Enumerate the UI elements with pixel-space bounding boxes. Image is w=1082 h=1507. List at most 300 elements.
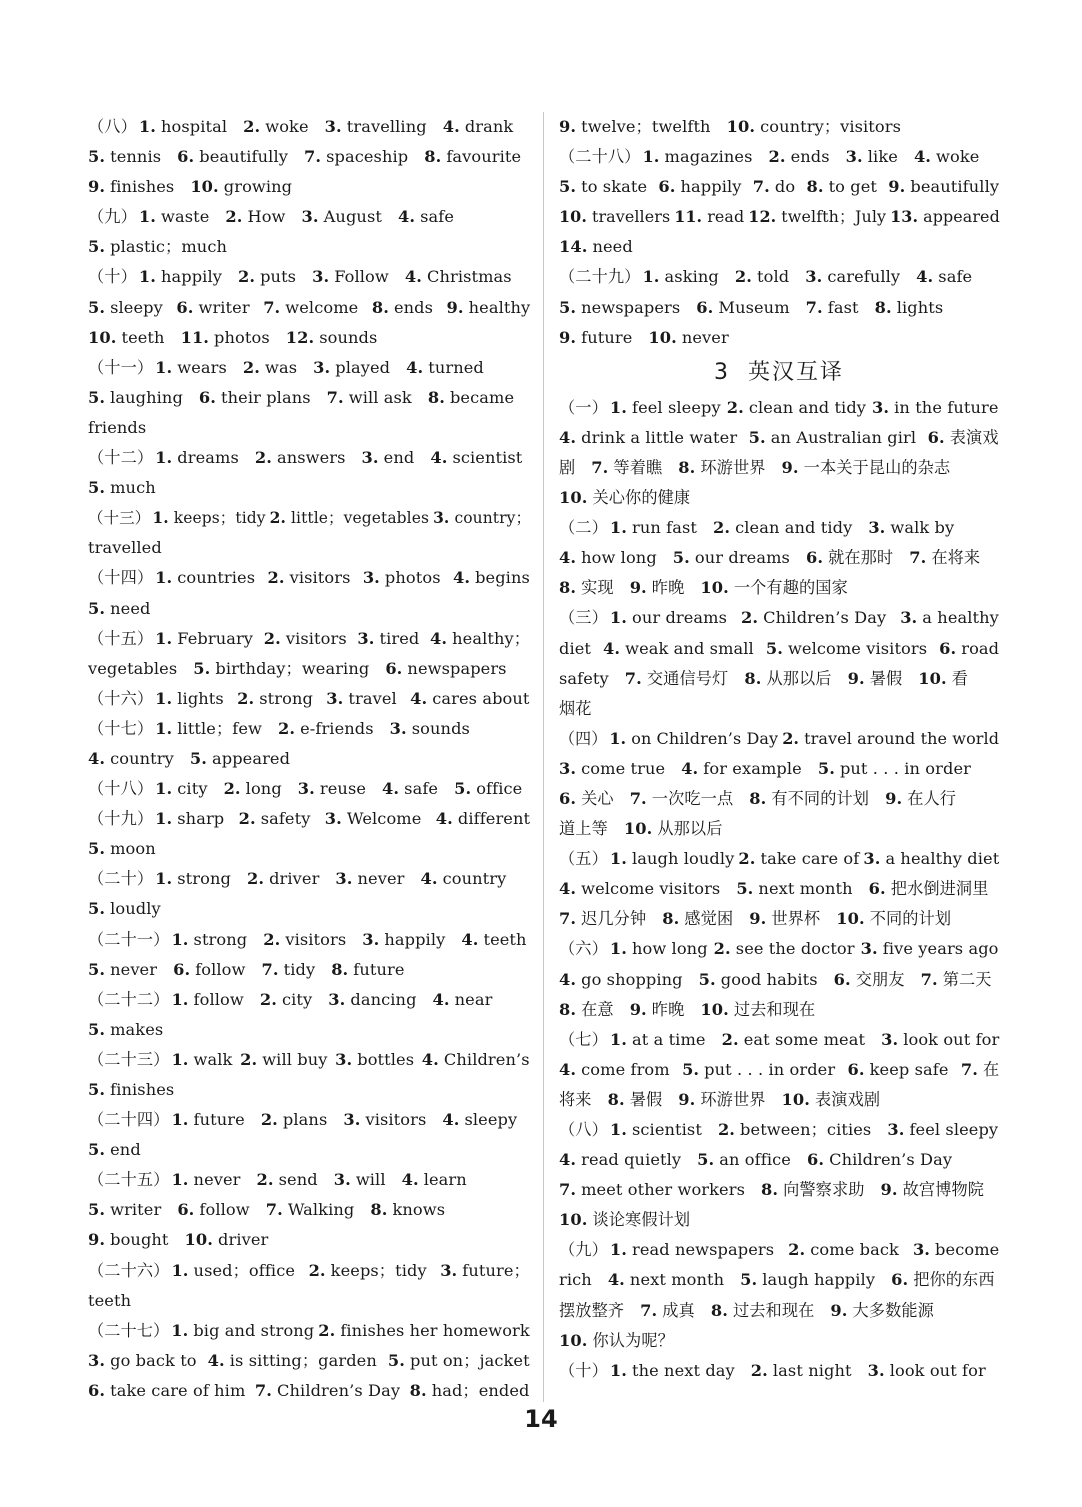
answer-item xyxy=(171,1050,232,1069)
answer-text: little；few xyxy=(177,718,263,738)
answer-item xyxy=(909,548,980,567)
answer-text: Welcome xyxy=(346,809,422,829)
answer-number: 2. xyxy=(243,117,261,136)
answer-item xyxy=(225,207,285,226)
answer-item xyxy=(171,1261,295,1280)
answer-number: 10. xyxy=(623,819,653,839)
answer-text: was xyxy=(265,357,298,377)
answer-item xyxy=(266,1200,355,1219)
answer-number: 8. xyxy=(749,788,767,808)
answer-number: 5. xyxy=(193,658,211,678)
exercise-label: （四） xyxy=(559,728,608,748)
answer-text: vegetables xyxy=(88,658,178,678)
answer-text: lights xyxy=(177,688,224,708)
answer-number: 1. xyxy=(609,1120,627,1139)
answer-item xyxy=(370,1200,445,1219)
answer-text: an Australian girl xyxy=(770,427,917,447)
answer-text: diet xyxy=(559,638,592,658)
answer-item xyxy=(830,1301,934,1320)
answer-number: 10. xyxy=(559,488,588,508)
answer-text: 在 xyxy=(982,1059,1000,1079)
answer-number: 4. xyxy=(442,1110,460,1130)
answer-line xyxy=(559,293,999,323)
answer-item xyxy=(714,939,855,958)
answer-item xyxy=(139,267,222,286)
answer-item xyxy=(398,207,454,226)
answer-number: 3. xyxy=(863,849,881,869)
answer-item xyxy=(325,809,422,828)
answer-line xyxy=(88,714,530,744)
answer-number: 3. xyxy=(860,939,878,959)
answer-item xyxy=(318,1321,530,1340)
answer-text: next month xyxy=(629,1270,725,1290)
answer-text: driver xyxy=(218,1230,269,1250)
answer-line xyxy=(88,473,530,503)
answer-line xyxy=(88,503,530,533)
answer-number: 2. xyxy=(263,929,281,949)
answer-number: 6. xyxy=(173,959,191,979)
answer-line xyxy=(88,624,530,654)
answer-number: 4. xyxy=(397,207,416,227)
answer-number: 1. xyxy=(609,939,627,959)
answer-line xyxy=(559,934,999,964)
answer-number: 1. xyxy=(171,989,189,1009)
answer-item xyxy=(610,518,697,537)
answer-item xyxy=(139,207,210,226)
answer-number: 2. xyxy=(237,688,255,708)
answer-number: 4. xyxy=(559,1150,577,1170)
answer-item xyxy=(278,719,374,738)
answer-number: 3. xyxy=(326,688,344,708)
answer-item xyxy=(806,177,877,196)
answer-item xyxy=(559,759,665,778)
answer-item xyxy=(559,1331,674,1350)
answer-line xyxy=(559,1265,999,1295)
answer-number: 7. xyxy=(629,788,647,808)
answer-text: knows xyxy=(392,1200,446,1220)
exercise-label: （二十二） xyxy=(88,989,170,1009)
answer-text: to skate xyxy=(581,177,648,197)
answer-item xyxy=(559,207,670,226)
answer-line xyxy=(88,744,530,774)
answer-line xyxy=(88,654,530,684)
answer-line xyxy=(88,985,530,1015)
answer-number: 4. xyxy=(207,1350,225,1370)
answer-line xyxy=(559,423,999,453)
answer-text: writer xyxy=(110,1200,162,1220)
answer-item xyxy=(868,1361,986,1380)
answer-item xyxy=(312,267,389,286)
answer-item xyxy=(868,518,954,537)
answer-number: 3. xyxy=(845,147,863,167)
answer-number: 2. xyxy=(240,1049,258,1069)
answer-item xyxy=(152,509,265,527)
answer-line xyxy=(88,1346,530,1376)
answer-item xyxy=(88,298,163,317)
answer-text: laugh happily xyxy=(762,1270,876,1290)
answer-text: newspapers xyxy=(407,658,507,678)
answer-number: 5. xyxy=(748,427,766,447)
answer-number: 4. xyxy=(603,638,621,658)
answer-text: our dreams xyxy=(631,608,728,628)
answer-number: 4. xyxy=(430,628,448,648)
answer-number: 2. xyxy=(259,989,277,1009)
answer-item xyxy=(402,1170,467,1189)
answer-number: 2. xyxy=(768,147,786,167)
answer-number: 3. xyxy=(328,989,346,1009)
answer-item xyxy=(88,1351,197,1370)
answer-text: August xyxy=(323,207,382,227)
answer-text: 故宫博物院 xyxy=(902,1180,985,1200)
answer-text: Follow xyxy=(334,267,389,287)
answer-number: 9. xyxy=(88,177,106,197)
answer-item xyxy=(155,719,262,738)
answer-item xyxy=(807,1150,952,1169)
answer-number: 1. xyxy=(155,568,173,588)
answer-text: in the future xyxy=(894,397,999,417)
answer-item xyxy=(88,899,161,918)
answer-number: 10. xyxy=(648,327,677,347)
answer-item xyxy=(642,267,718,286)
answer-item xyxy=(846,147,898,166)
answer-line xyxy=(88,925,530,955)
answer-item xyxy=(247,869,319,888)
answer-text: hospital xyxy=(160,117,228,136)
answer-item xyxy=(430,448,522,467)
answer-line xyxy=(559,1296,999,1326)
answer-line xyxy=(88,1195,530,1225)
answer-number: 6. xyxy=(696,297,714,317)
answer-number: 7. xyxy=(805,297,823,317)
answer-line xyxy=(559,453,999,483)
answer-text: 成真 xyxy=(662,1300,695,1320)
answer-item xyxy=(848,1060,949,1079)
answer-item xyxy=(363,568,441,587)
answer-item xyxy=(442,1110,517,1129)
answer-number: 3. xyxy=(362,929,380,949)
answer-number: 5. xyxy=(88,1200,106,1220)
answer-item xyxy=(673,548,790,567)
section-heading xyxy=(559,353,999,393)
answer-number: 3. xyxy=(88,1350,106,1370)
answer-number: 5. xyxy=(698,969,716,989)
answer-number: 10. xyxy=(726,117,756,136)
answer-item xyxy=(185,1230,269,1249)
answer-text: safety xyxy=(260,809,311,829)
answer-text: e-friends xyxy=(300,718,374,738)
answer-number: 1. xyxy=(642,267,660,287)
answer-text: welcome visitors xyxy=(787,638,928,658)
answer-text: woke xyxy=(265,117,309,136)
answer-number: 9. xyxy=(446,297,464,317)
answer-text: photos xyxy=(214,327,270,347)
answer-text: road xyxy=(961,638,1000,658)
answer-line xyxy=(88,1045,530,1075)
answer-item xyxy=(559,1270,592,1289)
answer-item xyxy=(88,1230,169,1249)
answer-item xyxy=(782,1090,881,1109)
answer-item xyxy=(875,298,944,317)
answer-item xyxy=(243,358,297,377)
answer-text: bottles xyxy=(357,1049,415,1069)
answer-number: 6. xyxy=(891,1270,909,1290)
answer-item xyxy=(559,970,683,989)
answer-item xyxy=(264,629,347,648)
answer-number: 8. xyxy=(760,1180,779,1200)
answer-text: weak and small xyxy=(625,638,754,658)
answer-item xyxy=(658,177,741,196)
answer-number: 11. xyxy=(674,207,703,227)
answer-item xyxy=(372,298,433,317)
answer-item xyxy=(736,879,852,898)
answer-line xyxy=(88,1105,530,1135)
answer-line xyxy=(559,232,999,262)
answer-number: 6. xyxy=(658,177,676,197)
answer-item xyxy=(559,909,646,928)
answer-text: go shopping xyxy=(581,969,683,989)
answer-number: 9. xyxy=(888,177,906,197)
answer-item xyxy=(642,147,752,166)
answer-text: future xyxy=(193,1110,245,1130)
answer-text: 表演戏 xyxy=(949,427,999,447)
answer-text: long xyxy=(245,779,282,799)
answer-item xyxy=(88,418,146,437)
answer-item xyxy=(961,1060,999,1079)
answer-item xyxy=(454,779,522,798)
answer-text: fast xyxy=(827,297,859,317)
answer-item xyxy=(766,639,927,658)
answer-item xyxy=(681,759,802,778)
answer-item xyxy=(863,849,999,868)
answer-number: 8. xyxy=(874,297,892,317)
answer-line xyxy=(559,323,999,353)
answer-item xyxy=(239,809,311,828)
answer-text: lights xyxy=(896,297,944,317)
answer-item xyxy=(918,669,968,688)
answer-text: 向警察求助 xyxy=(783,1180,865,1200)
answer-number: 9. xyxy=(629,578,647,598)
answer-item xyxy=(424,147,521,166)
page-number: 14 xyxy=(524,1405,558,1433)
answer-item xyxy=(257,1170,318,1189)
answer-text: read newspapers xyxy=(631,1240,775,1260)
answer-text: drank xyxy=(464,117,514,136)
answer-text: newspapers xyxy=(581,297,681,317)
answer-number: 3. xyxy=(301,207,319,227)
answer-text: our dreams xyxy=(694,548,790,568)
answer-number: 8. xyxy=(607,1089,625,1109)
answer-text: loudly xyxy=(110,899,161,919)
answer-number: 5. xyxy=(672,548,690,568)
answer-text: 过去和现在 xyxy=(732,1300,815,1320)
answer-text: 把水倒进洞里 xyxy=(890,879,989,899)
answer-item xyxy=(193,659,369,678)
answer-item xyxy=(609,729,778,748)
answer-item xyxy=(722,1030,866,1049)
answer-number: 10. xyxy=(559,1330,588,1350)
answer-text: never xyxy=(357,869,405,889)
answer-number: 9. xyxy=(847,668,865,688)
answer-number: 9. xyxy=(880,1180,898,1200)
answer-item xyxy=(88,1381,245,1400)
answer-number: 2. xyxy=(741,608,759,628)
answer-line xyxy=(88,323,530,353)
answer-number: 8. xyxy=(424,147,442,167)
answer-number: 2. xyxy=(738,849,756,869)
answer-text: the next day xyxy=(631,1360,735,1380)
answer-number: 7. xyxy=(591,457,609,477)
answer-number: 8. xyxy=(331,959,349,979)
answer-item xyxy=(171,1110,244,1129)
exercise-label: （七） xyxy=(559,1029,608,1049)
answer-item xyxy=(559,328,632,347)
answer-number: 7. xyxy=(303,147,322,167)
answer-line xyxy=(559,1175,999,1205)
answer-item xyxy=(559,298,680,317)
answer-number: 6. xyxy=(198,387,217,407)
answer-number: 9. xyxy=(678,1089,696,1109)
answer-item xyxy=(237,689,313,708)
answer-number: 4. xyxy=(559,969,577,989)
answer-item xyxy=(640,1301,695,1320)
answer-number: 5. xyxy=(736,879,754,899)
answer-text: plans xyxy=(282,1110,328,1130)
answer-line xyxy=(88,1286,530,1316)
answer-text: travel around the world xyxy=(804,728,1000,748)
answer-number: 1. xyxy=(155,718,173,738)
answer-text: much xyxy=(110,478,156,498)
answer-item xyxy=(700,578,847,597)
answer-text: makes xyxy=(110,1019,164,1039)
answer-text: played xyxy=(335,357,391,377)
exercise-label: （八） xyxy=(88,117,137,136)
answer-item xyxy=(331,960,404,979)
answer-item xyxy=(461,930,526,949)
answer-text: told xyxy=(757,267,790,287)
answer-item xyxy=(674,207,744,226)
answer-item xyxy=(155,779,207,798)
answer-number: 4. xyxy=(401,1170,419,1190)
exercise-label: （十二） xyxy=(88,448,154,468)
answer-number: 1. xyxy=(609,518,627,538)
exercise-label: （十四） xyxy=(88,568,154,588)
answer-number: 2. xyxy=(712,518,731,538)
answer-number: 7. xyxy=(263,297,281,317)
answer-item xyxy=(420,869,506,888)
answer-text: become xyxy=(935,1240,1000,1260)
answer-number: 2. xyxy=(713,939,731,959)
answer-text: never xyxy=(110,959,158,979)
answer-text: send xyxy=(278,1170,318,1190)
answer-number: 4. xyxy=(559,879,577,899)
answer-item xyxy=(325,117,427,136)
answer-number: 1. xyxy=(155,448,173,468)
exercise-label: （十九） xyxy=(88,809,154,829)
answer-text: woke xyxy=(936,147,980,167)
answer-text: Children’s Day xyxy=(829,1150,953,1170)
answer-number: 3. xyxy=(312,267,330,287)
answer-text: became xyxy=(449,387,515,407)
answer-item xyxy=(88,328,165,347)
column-divider xyxy=(543,112,544,1402)
answer-number: 2. xyxy=(263,628,281,648)
answer-item xyxy=(559,1150,681,1169)
answer-text: 关心你的健康 xyxy=(592,488,691,508)
answer-text: will buy xyxy=(262,1049,328,1069)
answer-item xyxy=(559,1090,592,1109)
answer-text: see the doctor xyxy=(735,939,855,959)
answer-number: 7. xyxy=(254,1380,273,1400)
answer-line xyxy=(559,995,999,1025)
answer-text: 把你的东西 xyxy=(913,1270,995,1290)
answer-item xyxy=(362,448,415,467)
answer-item xyxy=(559,1000,614,1019)
left-column xyxy=(88,112,530,1406)
answer-item xyxy=(749,789,869,808)
answer-number: 10. xyxy=(190,177,219,197)
answer-line xyxy=(559,694,999,724)
answer-item xyxy=(559,819,608,838)
answer-text: 环游世界 xyxy=(700,457,766,477)
answer-item xyxy=(624,819,723,838)
answer-item xyxy=(869,879,989,898)
answer-number: 6. xyxy=(806,1150,825,1170)
answer-text: clean and tidy xyxy=(735,518,853,538)
answer-text: 将来 xyxy=(559,1089,592,1109)
answer-text: teeth xyxy=(483,929,527,949)
answer-number: 7. xyxy=(640,1300,658,1320)
answer-item xyxy=(88,237,227,256)
answer-number: 12. xyxy=(748,207,777,227)
exercise-label: （十七） xyxy=(88,718,154,738)
answer-line xyxy=(88,443,530,473)
answer-item xyxy=(678,1090,765,1109)
answer-item xyxy=(610,849,735,868)
exercise-label: （二十一） xyxy=(88,929,170,949)
answer-number: 1. xyxy=(609,1360,627,1380)
answer-text: walk by xyxy=(890,518,955,538)
answer-item xyxy=(834,970,905,989)
answer-line xyxy=(88,142,530,172)
answer-text: future xyxy=(581,327,633,347)
answer-text: need xyxy=(110,598,151,618)
answer-number: 7. xyxy=(960,1059,978,1079)
answer-item xyxy=(382,779,438,798)
answer-item xyxy=(885,789,956,808)
answer-number: 2. xyxy=(260,1110,278,1130)
answer-line xyxy=(559,202,999,232)
answer-text: plastic；much xyxy=(110,237,228,257)
answer-item xyxy=(304,147,408,166)
answer-line xyxy=(559,1115,999,1145)
answer-text: 等着瞧 xyxy=(613,457,663,477)
answer-text: take care of him xyxy=(110,1380,246,1400)
answer-item xyxy=(921,970,992,989)
answer-item xyxy=(88,388,183,407)
answer-line xyxy=(559,172,999,202)
answer-number: 5. xyxy=(88,1080,106,1099)
answer-line xyxy=(559,784,999,814)
answer-number: 5. xyxy=(88,147,106,167)
answer-text: big and strong xyxy=(193,1320,315,1340)
answer-text: clean and tidy xyxy=(748,397,867,417)
answer-text: strong xyxy=(259,688,313,708)
answer-number: 1. xyxy=(609,397,627,417)
answer-text: 就在那时 xyxy=(828,548,894,568)
answer-text: safe xyxy=(404,779,439,799)
answer-text: future xyxy=(353,959,405,979)
answer-number: 4. xyxy=(559,1059,577,1079)
